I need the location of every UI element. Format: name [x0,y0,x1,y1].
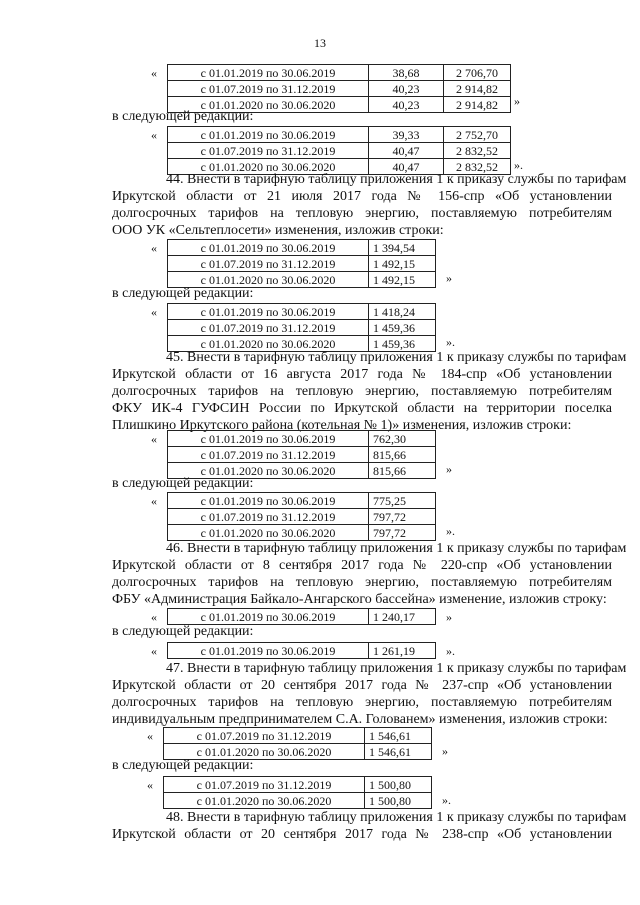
value-cell: 2 914,82 [444,81,511,97]
table-row [168,643,436,659]
quote-close: » [442,744,448,758]
quote-open: « [151,66,157,80]
value-cell: 815,66 [369,463,436,479]
table-row [168,320,436,336]
period-cell: с 01.01.2019 по 30.06.2019 [168,609,369,625]
table-row [164,777,432,793]
table-row [168,65,511,81]
quote-close: » [446,610,452,624]
period-cell: с 01.01.2020 по 30.06.2020 [168,97,369,113]
value-cell: 1 500,80 [365,793,432,809]
period-cell: с 01.07.2019 по 31.12.2019 [164,777,365,793]
table-row [164,793,432,809]
paragraph-44-line-2: Иркутской области от 21 июля 2017 года № 156-спр «Об установлении [112,189,612,204]
value-cell: 815,66 [369,447,436,463]
quote-open: « [147,778,153,792]
table-row [168,256,436,272]
paragraph-45-line-1: 45. Внести в тарифную таблицу приложения 1 к приказу службы по тарифам [166,350,627,365]
period-cell: с 01.01.2020 по 30.06.2020 [168,336,369,352]
value-cell: 2 752,70 [444,127,511,143]
quote-open: « [151,241,157,255]
table-row [168,509,436,525]
redaction-label: в следующей редакции: [112,109,254,124]
table-row [168,493,436,509]
period-cell: с 01.01.2019 по 30.06.2019 [168,127,369,143]
table-row [164,728,432,744]
value-cell: 797,72 [369,509,436,525]
value-cell: 1 261,19 [369,643,436,659]
period-cell: с 01.01.2019 по 30.06.2019 [168,493,369,509]
redaction-label: в следующей редакции: [112,758,254,773]
quote-open: « [151,432,157,446]
period-cell: с 01.07.2019 по 31.12.2019 [168,143,369,159]
value-cell: 1 418,24 [369,304,436,320]
quote-open: « [147,729,153,743]
table-row [168,609,436,625]
table-row [168,431,436,447]
period-cell: с 01.01.2020 по 30.06.2020 [164,744,365,760]
period-cell: с 01.01.2020 по 30.06.2020 [168,525,369,541]
tariff-table-8 [167,642,436,659]
period-cell: с 01.01.2020 по 30.06.2020 [168,272,369,288]
value-cell: 762,30 [369,431,436,447]
value-cell: 1 492,15 [369,272,436,288]
value-cell: 1 500,80 [365,777,432,793]
period-cell: с 01.01.2020 по 30.06.2020 [168,463,369,479]
quote-close: ». [442,793,451,807]
value-cell: 1 240,17 [369,609,436,625]
quote-close: ». [446,524,455,538]
period-cell: с 01.01.2019 по 30.06.2019 [168,643,369,659]
table-row [168,127,511,143]
table-row [168,304,436,320]
table-row [168,81,511,97]
period-cell: с 01.01.2019 по 30.06.2019 [168,431,369,447]
value-cell: 40,23 [369,81,444,97]
quote-close: » [446,271,452,285]
value-cell: 2 706,70 [444,65,511,81]
paragraph-46-line-3: долгосрочных тарифов на тепловую энергию, поставляемую потребителям [112,575,612,590]
paragraph-45-line-4: ФКУ ИК-4 ГУФСИН России по Иркутской области на территории поселка [112,401,612,416]
paragraph-47-line-1: 47. Внести в тарифную таблицу приложения 1 к приказу службы по тарифам [166,661,627,676]
paragraph-47-line-4: индивидуальным предпринимателем С.А. Голованем» изменения, изложив строки: [112,712,608,727]
tariff-table-7 [167,608,436,625]
paragraph-46-line-2: Иркутской области от 8 сентября 2017 года № 220-спр «Об установлении [112,558,612,573]
tariff-table-5 [167,430,436,479]
redaction-label: в следующей редакции: [112,624,254,639]
period-cell: с 01.07.2019 по 31.12.2019 [164,728,365,744]
table-row [168,240,436,256]
period-cell: с 01.01.2020 по 30.06.2020 [164,793,365,809]
tariff-table-4 [167,303,436,352]
redaction-label: в следующей редакции: [112,286,254,301]
table-row [168,525,436,541]
paragraph-44-line-4: ООО УК «Сельтеплосети» изменения, изложив строки: [112,223,444,238]
redaction-label: в следующей редакции: [112,476,254,491]
period-cell: с 01.01.2019 по 30.06.2019 [168,304,369,320]
tariff-table-9 [163,727,432,760]
value-cell: 38,68 [369,65,444,81]
paragraph-45-line-5: Плишкино Иркутского района (котельная № 1)» изменения, изложив строки: [112,418,572,433]
period-cell: с 01.07.2019 по 31.12.2019 [168,81,369,97]
paragraph-47-line-2: Иркутской области от 20 сентября 2017 года № 237-спр «Об установлении [112,678,612,693]
quote-close: » [446,462,452,476]
value-cell: 2 914,82 [444,97,511,113]
value-cell: 797,72 [369,525,436,541]
value-cell: 1 492,15 [369,256,436,272]
quote-open: « [151,610,157,624]
value-cell: 40,47 [369,159,444,175]
period-cell: с 01.07.2019 по 31.12.2019 [168,447,369,463]
period-cell: с 01.07.2019 по 31.12.2019 [168,256,369,272]
table-row [168,143,511,159]
value-cell: 1 459,36 [369,320,436,336]
table-row [168,447,436,463]
quote-close: » [514,94,520,108]
quote-open: « [151,128,157,142]
value-cell: 1 546,61 [365,744,432,760]
value-cell: 1 459,36 [369,336,436,352]
tariff-table-2 [167,126,511,175]
paragraph-48-line-2: Иркутской области от 20 сентября 2017 года № 238-спр «Об установлении [112,827,612,842]
paragraph-44-line-3: долгосрочных тарифов на тепловую энергию, поставляемую потребителям [112,206,612,221]
quote-open: « [151,305,157,319]
value-cell: 40,47 [369,143,444,159]
quote-open: « [151,644,157,658]
paragraph-44-line-1: 44. Внести в тарифную таблицу приложения 1 к приказу службы по тарифам [166,172,627,187]
period-cell: с 01.07.2019 по 31.12.2019 [168,320,369,336]
paragraph-45-line-2: Иркутской области от 16 августа 2017 года № 184-спр «Об установлении [112,367,612,382]
tariff-table-3 [167,239,436,288]
quote-close: ». [446,644,455,658]
value-cell: 1 546,61 [365,728,432,744]
value-cell: 2 832,52 [444,143,511,159]
page-number: 13 [314,36,326,50]
value-cell: 1 394,54 [369,240,436,256]
period-cell: с 01.01.2020 по 30.06.2020 [168,159,369,175]
quote-close: ». [514,158,523,172]
value-cell: 40,23 [369,97,444,113]
paragraph-46-line-4: ФБУ «Администрация Байкало-Ангарского бассейна» изменение, изложив строку: [112,592,607,607]
period-cell: с 01.07.2019 по 31.12.2019 [168,509,369,525]
tariff-table-1 [167,64,511,113]
paragraph-48-line-1: 48. Внести в тарифную таблицу приложения 1 к приказу службы по тарифам [166,810,627,825]
quote-open: « [151,494,157,508]
value-cell: 2 832,52 [444,159,511,175]
tariff-table-6 [167,492,436,541]
tariff-table-10 [163,776,432,809]
paragraph-45-line-3: долгосрочных тарифов на тепловую энергию, поставляемую потребителям [112,384,612,399]
value-cell: 39,33 [369,127,444,143]
period-cell: с 01.01.2019 по 30.06.2019 [168,240,369,256]
period-cell: с 01.01.2019 по 30.06.2019 [168,65,369,81]
paragraph-47-line-3: долгосрочных тарифов на тепловую энергию, поставляемую потребителям [112,695,612,710]
value-cell: 775,25 [369,493,436,509]
quote-close: ». [446,335,455,349]
paragraph-46-line-1: 46. Внести в тарифную таблицу приложения 1 к приказу службы по тарифам [166,541,627,556]
